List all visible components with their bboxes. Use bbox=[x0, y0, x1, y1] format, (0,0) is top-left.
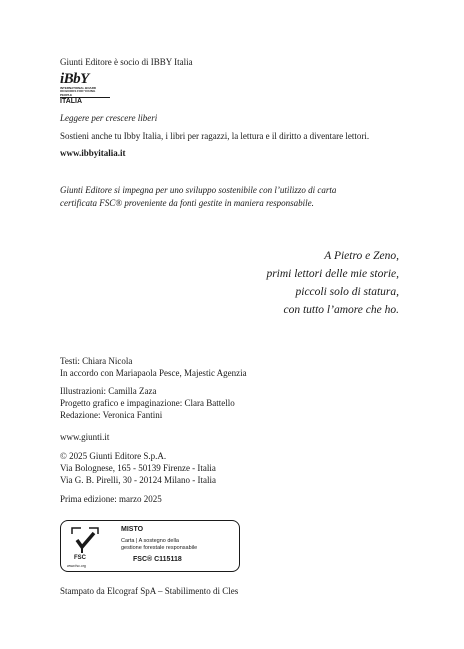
fsc-certification-box bbox=[60, 520, 240, 572]
ibby-website-link[interactable]: www.ibbyitalia.it bbox=[60, 148, 126, 158]
fsc-type: MISTO bbox=[121, 526, 144, 533]
fsc-mark-label: FSC bbox=[74, 555, 86, 561]
ibby-logo-small-text: INTERNATIONAL BOARD ON BOOKS FOR YOUNG PEOPLE bbox=[60, 86, 97, 97]
first-edition: Prima edizione: marzo 2025 bbox=[60, 494, 162, 504]
publisher-website-link[interactable]: www.giunti.it bbox=[60, 432, 110, 442]
ibby-slogan: Leggere per crescere liberi bbox=[60, 113, 158, 123]
credit-editing: Redazione: Veronica Fantini bbox=[60, 410, 163, 420]
ibby-support-text: Sostieni anche tu Ibby Italia, i libri per ragazzi, la lettura e il diritto a diventare lettori. bbox=[60, 131, 370, 141]
sustainability-line-2: certificata FSC® proveniente da fonti gestite in maniera responsabile. bbox=[60, 198, 314, 208]
fsc-description-line-1: Carta | A sostegno della bbox=[121, 538, 179, 544]
publisher-address-florence: Via Bolognese, 165 - 50139 Firenze - Italia bbox=[60, 463, 216, 473]
credit-illustrations: Illustrazioni: Camilla Zaza bbox=[60, 386, 157, 396]
publisher-copyright: © 2025 Giunti Editore S.p.A. bbox=[60, 451, 167, 461]
ibby-membership: Giunti Editore è socio di IBBY Italia bbox=[60, 57, 193, 67]
fsc-license-code: FSC® C115118 bbox=[133, 556, 182, 563]
credit-texts: Testi: Chiara Nicola bbox=[60, 356, 133, 366]
dedication-line-1: A Pietro e Zeno, bbox=[324, 250, 399, 262]
ibby-wordmark: iBbY bbox=[60, 71, 89, 87]
credit-agreement: In accordo con Mariapaola Pesce, Majestic Agenzia bbox=[60, 368, 247, 378]
fsc-url: www.fsc.org bbox=[67, 564, 86, 568]
ibby-logo bbox=[60, 71, 112, 107]
publisher-address-milan: Via G. B. Pirelli, 30 - 20124 Milano - Italia bbox=[60, 475, 216, 485]
ibby-logo-country: ITALIA bbox=[60, 98, 83, 105]
credit-design: Progetto grafico e impaginazione: Clara Battello bbox=[60, 398, 235, 408]
printer-credit: Stampato da Elcograf SpA – Stabilimento di Cles bbox=[60, 586, 239, 596]
fsc-description-line-2: gestione forestale responsabile bbox=[121, 545, 198, 551]
dedication-line-3: piccoli solo di statura, bbox=[295, 286, 399, 298]
dedication-line-2: primi lettori delle mie storie, bbox=[266, 268, 399, 280]
sustainability-line-1: Giunti Editore si impegna per uno sviluppo sostenibile con l’utilizzo di carta bbox=[60, 185, 337, 195]
dedication-line-4: con tutto l’amore che ho. bbox=[283, 304, 399, 316]
